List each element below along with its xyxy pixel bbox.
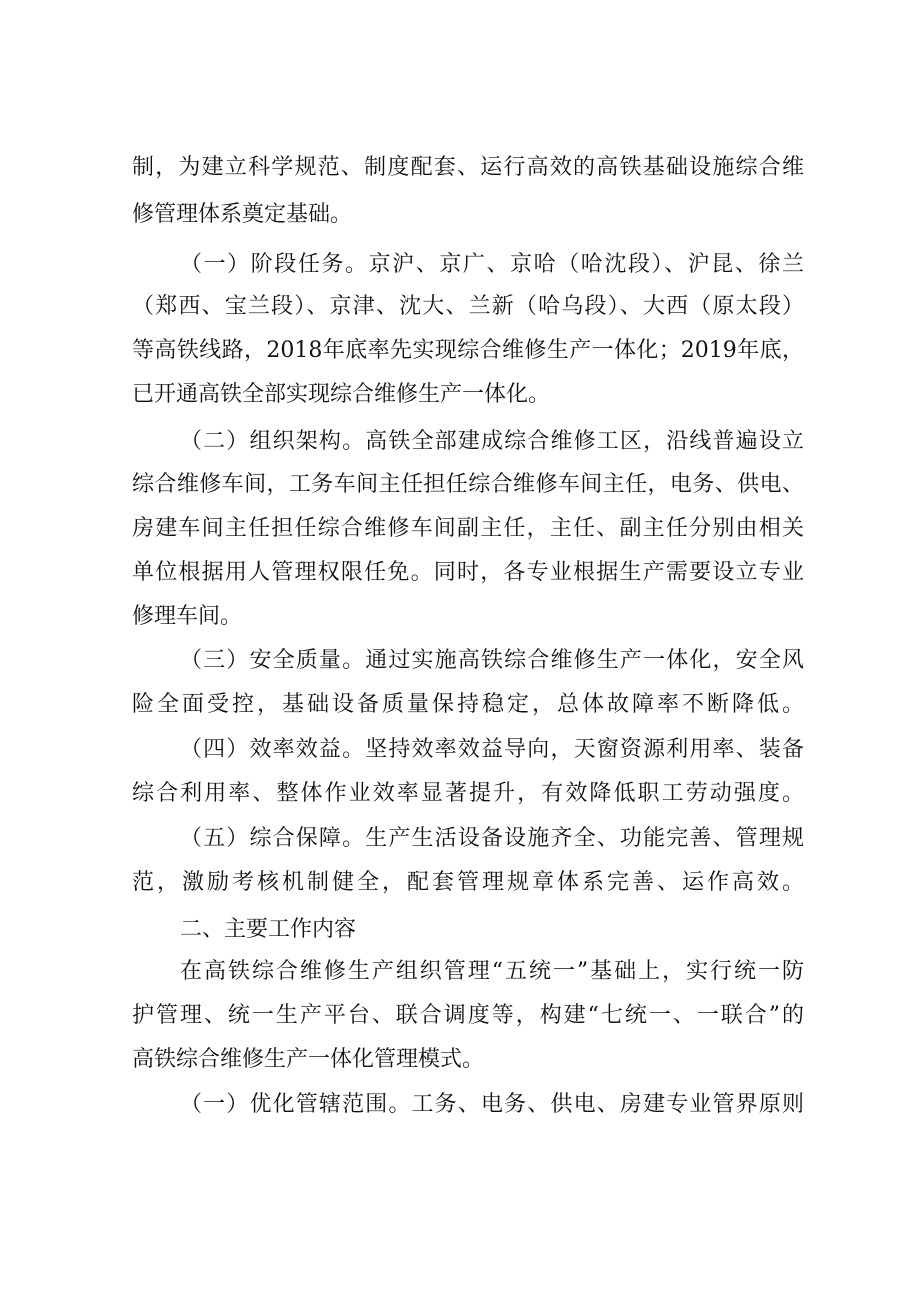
- text-line: 综合利用率、整体作业效率显著提升，有效降低职工劳动强度。: [132, 781, 804, 806]
- text-line: （郑西、宝兰段）、京津、沈大、兰新（哈乌段）、大西（原太段）: [132, 294, 804, 319]
- text-line: 高铁综合维修生产一体化管理模式。: [132, 1047, 485, 1072]
- paragraph-line: （一）优化管辖范围。工务、电务、供电、房建专业管界原则: [180, 1092, 804, 1117]
- text-line: 险全面受控，基础设备质量保持稳定，总体故障率不断降低。: [132, 692, 804, 717]
- text-line: 单位根据用人管理权限任免。同时，各专业根据生产需要设立专业: [132, 560, 804, 585]
- paragraph-line: （四）效率效益。坚持效率效益导向，天窗资源利用率、装备: [180, 737, 804, 762]
- paragraph-line: （一）阶段任务。京沪、京广、京哈（哈沈段）、沪昆、徐兰: [180, 252, 804, 277]
- paragraph-line: （五）综合保障。生产生活设备设施齐全、功能完善、管理规: [180, 826, 804, 851]
- text-line: 等高铁线路，2018年底率先实现综合维修生产一体化；2019年底，: [132, 338, 804, 363]
- text-line: 护管理、统一生产平台、联合调度等，构建“七统一、一联合”的: [132, 1003, 804, 1028]
- paragraph-line: 在高铁综合维修生产组织管理“五统一”基础上，实行统一防: [180, 959, 804, 984]
- text-line: 房建车间主任担任综合维修车间副主任，主任、副主任分别由相关: [132, 516, 804, 541]
- text-line: 修管理体系奠定基础。: [132, 202, 353, 227]
- paragraph-line: （三）安全质量。通过实施高铁综合维修生产一体化，安全风: [180, 648, 804, 673]
- text-line: 修理车间。: [132, 604, 243, 629]
- text-line: 制，为建立科学规范、制度配套、运行高效的高铁基础设施综合维: [132, 155, 804, 180]
- section-heading: 二、主要工作内容: [180, 917, 357, 942]
- paragraph-line: （二）组织架构。高铁全部建成综合维修工区，沿线普遍设立: [180, 429, 804, 454]
- text-line: 范，激励考核机制健全，配套管理规章体系完善、运作高效。: [132, 870, 804, 895]
- text-line: 综合维修车间，工务车间主任担任综合维修车间主任，电务、供电、: [132, 472, 804, 497]
- text-line: 已开通高铁全部实现综合维修生产一体化。: [132, 382, 551, 407]
